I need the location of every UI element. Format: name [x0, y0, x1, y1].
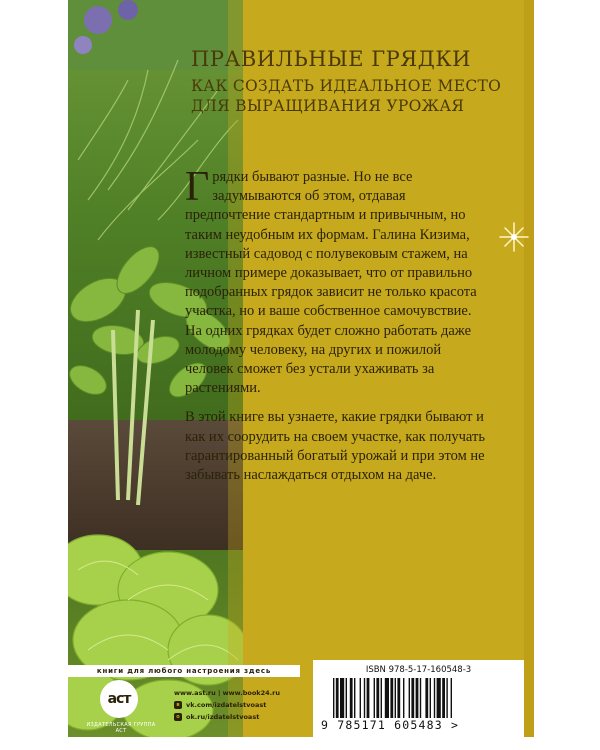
book-title: ПРАВИЛЬНЫЕ ГРЯДКИ: [191, 47, 471, 71]
barcode-bar: [390, 678, 393, 718]
barcode-bar: [395, 678, 396, 718]
subtitle-line-1: КАК СОЗДАТЬ ИДЕАЛЬНОЕ МЕСТО: [191, 77, 502, 95]
barcode-bar: [354, 678, 355, 718]
subtitle-line-2: ДЛЯ ВЫРАЩИВАНИЯ УРОЖАЯ: [191, 97, 465, 115]
publisher-tagline: книги для любого настроения здесь: [68, 665, 300, 677]
annotation-paragraph-1: [185, 164, 485, 398]
cover-edge: [524, 0, 534, 737]
drop-cap: Г: [185, 164, 210, 210]
barcode-bar: [425, 678, 428, 718]
ok-row: [174, 711, 324, 723]
barcode-bar: [416, 678, 419, 718]
barcode-bar: [411, 678, 414, 718]
annotation-text: [185, 164, 485, 495]
barcode-bar: [360, 678, 361, 718]
publisher-name: ИЗДАТЕЛЬСКАЯ ГРУППА АСТ: [86, 722, 156, 734]
annotation-paragraph-2: В этой книге вы узнаете, какие грядки бывают и как их соорудить на своем участке, как получать гарантированный богатый урожай и при этом не забывать наслаждаться отдыхом на даче.: [185, 409, 485, 484]
book-subtitle: [191, 76, 521, 116]
barcode-bar: [451, 678, 452, 718]
vk-icon: в: [174, 701, 182, 709]
paragraph-1-text: рядки бывают разные. Но не все задумываются об этом, отдавая предпочтение стандартным и привычным, но таким неудобным их формам. Галина Кизима, известный садовод с полувековым стажем, на личном примере доказывает, что от правильно подобранных грядок зависит не только красота участка, но и ваше собственное самочувствие. На одних грядках будет сложно работать даже молодому человеку, на других и пожилой человек сможет без устали ухаживать за растениями.: [185, 169, 477, 397]
barcode-bar: [333, 678, 334, 718]
barcode-bar: [430, 678, 431, 718]
barcode-bar: [376, 678, 379, 718]
barcode-bar: [367, 678, 370, 718]
barcode-bar: [364, 678, 365, 718]
barcode-panel: [313, 660, 524, 737]
barcode-bar: [340, 678, 344, 718]
isbn-text: ISBN 978-5-17-160548-3: [365, 665, 472, 675]
ast-logo: [100, 680, 138, 718]
barcode-bar: [446, 678, 447, 718]
barcode-suffix: >: [450, 718, 460, 732]
barcode-bar: [374, 678, 375, 718]
publisher-links: [174, 687, 324, 723]
sites-link[interactable]: www.ast.ru | www.book24.ru: [174, 689, 280, 697]
book-back-cover: [68, 0, 534, 737]
barcode-bars: [331, 678, 511, 718]
barcode-digits: [321, 718, 521, 732]
barcode-bar: [434, 678, 435, 718]
barcode-bar: [346, 678, 347, 718]
sites-row: [174, 687, 324, 699]
barcode-bar: [437, 678, 441, 718]
vk-row: [174, 699, 324, 711]
barcode-number: 9 785171 605483: [321, 718, 443, 732]
logo-text: аст: [107, 691, 131, 707]
publisher-logo-group: [86, 674, 156, 734]
barcode-bar: [397, 678, 400, 718]
sparkle-icon: [494, 217, 534, 257]
ok-icon: о: [174, 713, 182, 721]
barcode-bar: [385, 678, 389, 718]
barcode-bar: [409, 678, 410, 718]
barcode-bar: [381, 678, 382, 718]
barcode-bar: [336, 678, 339, 718]
ok-link[interactable]: ok.ru/izdatelstvoast: [186, 713, 260, 721]
barcode-bar: [420, 678, 421, 718]
vk-link[interactable]: vk.com/izdatelstvoast: [186, 701, 267, 709]
barcode-bar: [442, 678, 445, 718]
barcode-bar: [350, 678, 353, 718]
barcode-bar: [403, 678, 404, 718]
